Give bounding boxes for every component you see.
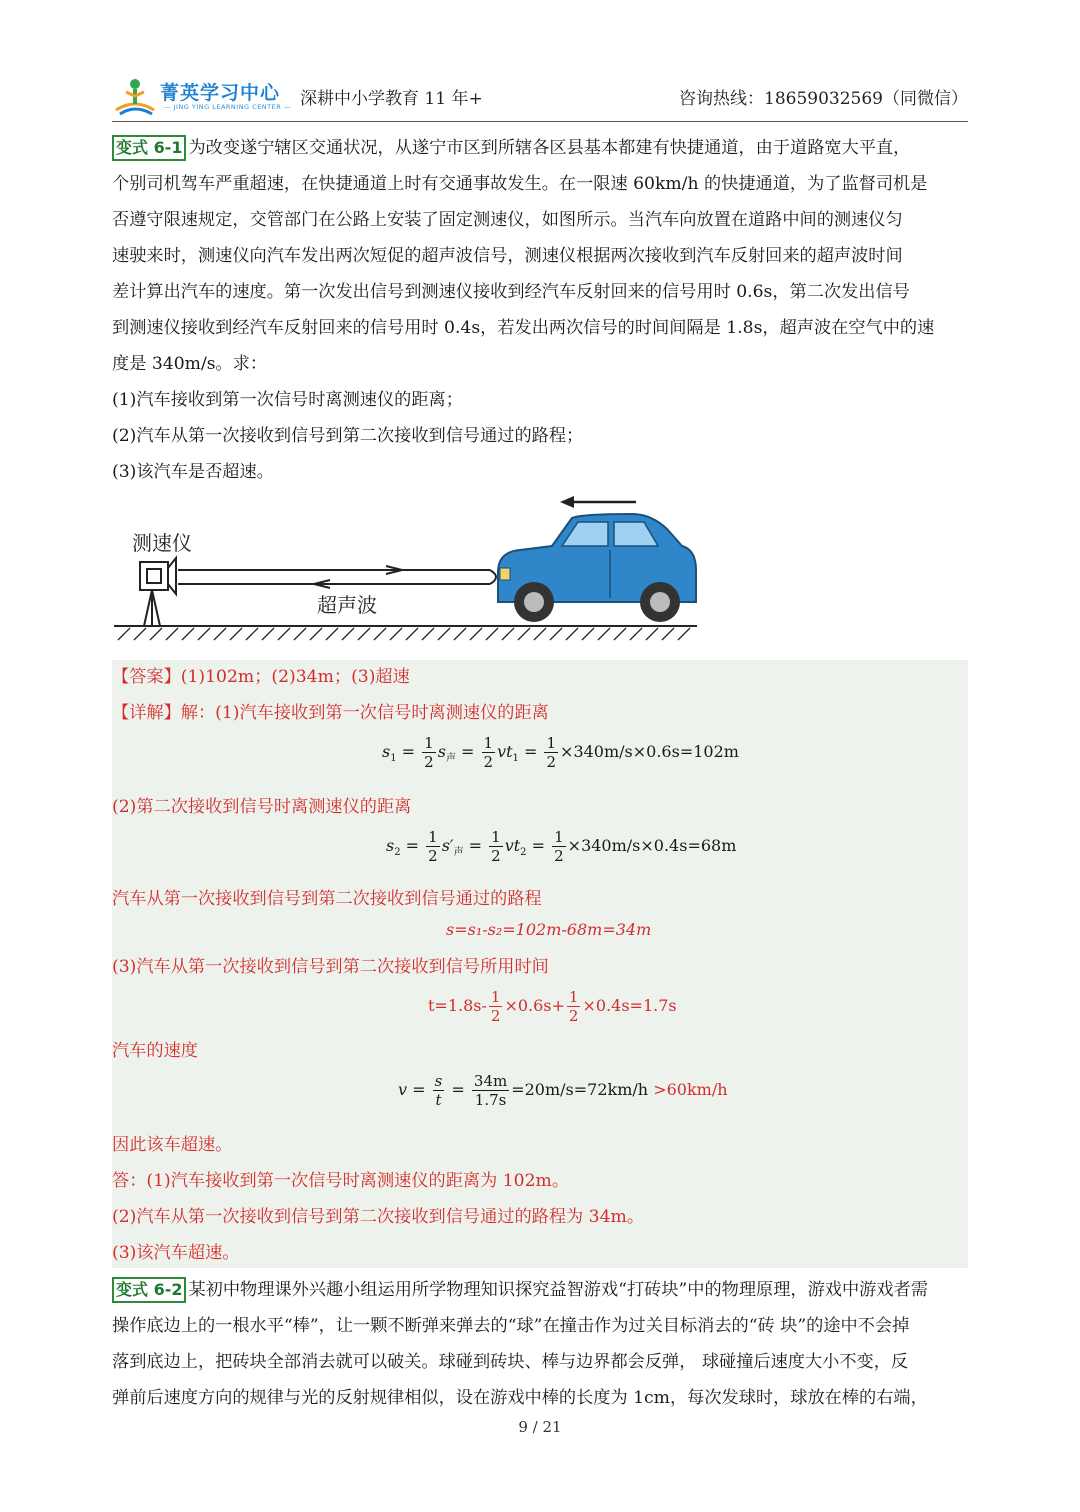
detail-line-8: (2)汽车从第一次接收到信号到第二次接收到信号通过的路程为 34m。: [112, 1207, 645, 1227]
wave-label: 超声波: [317, 593, 377, 617]
problem2-text: 某初中物理课外兴趣小组运用所学物理知识探究益智游戏“打砖块”中的物理原理，游戏中游戏者需: [188, 1280, 928, 1300]
equation-4-b: ×0.6s+: [504, 996, 565, 1015]
detail-line-9: (3)该汽车超速。: [112, 1243, 240, 1263]
logo-subtitle: — JING YING LEARNING CENTER —: [164, 103, 291, 111]
problem2-first-line: [112, 1272, 968, 1308]
question-3: (3)该汽车是否超速。: [112, 462, 274, 482]
answer-line: 【答案】(1)102m；(2)34m；(3)超速: [112, 667, 410, 687]
problem-first-line: [112, 130, 968, 166]
problem-text: 为改变遂宁辖区交通状况，从遂宁市区到所辖各区县基本都建有快捷通道，由于道路宽大平直，: [188, 138, 911, 158]
equation-5-num: 34m: [473, 1072, 508, 1090]
equation-5-compare: >60km/h: [653, 1080, 728, 1099]
detail-line-4: (3)汽车从第一次接收到信号到第二次接收到信号所用时间: [112, 957, 549, 977]
logo: [112, 76, 292, 116]
speed-meter-figure: [112, 490, 702, 655]
equation-2: $s_2$ = $\frac{1}{2}$ $s'_声$ = $\frac{1}{2}$ $vt_2$ = $\frac{1}{2}$ ×340m/s×0.4s=68m: [386, 828, 737, 865]
equation-4-c: ×0.4s=1.7s: [582, 996, 677, 1015]
problem-line: 否遵守限速规定，交管部门在公路上安装了固定测速仪，如图所示。当汽车向放置在道路中间的测速仪匀: [112, 210, 903, 230]
equation-1-rest: ×340m/s×0.6s=102m: [560, 742, 739, 761]
detail-line-6: 因此该车超速。: [112, 1135, 233, 1155]
detail-line-3: 汽车从第一次接收到信号到第二次接收到信号通过的路程: [112, 889, 542, 909]
problem-line: 到测速仪接收到经汽车反射回来的信号用时 0.4s，若发出两次信号的时间间隔是 1.8s，超声波在空气中的速: [112, 318, 935, 338]
figure-illustration: [112, 490, 702, 655]
equation-5: v = $\frac{s}{t}$ = $\frac{34m}{1.7s}$ =20m/s=72km/h >60km/h: [398, 1072, 728, 1109]
slogan: 深耕中小学教育 11 年+: [300, 89, 483, 109]
problem-line: 速驶来时，测速仪向汽车发出两次短促的超声波信号，测速仪根据两次接收到汽车反射回来的超声波时间: [112, 246, 903, 266]
question-1: (1)汽车接收到第一次信号时离测速仪的距离；: [112, 390, 463, 410]
problem-6-1: [112, 130, 968, 490]
equation-4-a: t=1.8s-: [428, 996, 487, 1015]
meter-label: 测速仪: [132, 531, 192, 555]
equation-1: $s_1$ = $\frac{1}{2}$ $s_声$ = $\frac{1}{2}$ $vt_1$ = $\frac{1}{2}$ ×340m/s×0.6s=102m: [382, 734, 739, 771]
equation-4: t=1.8s- $\frac{1}{2}$ ×0.6s+ $\frac{1}{2}$ ×0.4s=1.7s: [428, 988, 677, 1025]
problem-line: 度是 340m/s。求：: [112, 354, 268, 374]
page-number: 9 / 21: [518, 1418, 562, 1436]
problem-line: 个别司机驾车严重超速，在快捷通道上时有交通事故发生。在一限速 60km/h 的快捷通道，为了监督司机是: [112, 174, 928, 194]
header-divider: [112, 121, 968, 122]
equation-5-den: 1.7s: [474, 1091, 507, 1109]
answer-section: [112, 660, 968, 1268]
detail-line-2: (2)第二次接收到信号时离测速仪的距离: [112, 797, 412, 817]
detail-line-5: 汽车的速度: [112, 1041, 198, 1061]
page-header: [112, 74, 968, 120]
hotline: 咨询热线：18659032569（同微信）: [679, 89, 968, 109]
problem2-tag: 变式 6-2: [112, 1277, 186, 1303]
question-2: (2)汽车从第一次接收到信号到第二次接收到信号通过的路程；: [112, 426, 584, 446]
problem-line: 差计算出汽车的速度。第一次发出信号到测速仪接收到经汽车反射回来的信号用时 0.6s，第二次发出信号: [112, 282, 910, 302]
problem2-line: 落到底边上，把砖块全部消去就可以破关。球碰到砖块、棒与边界都会反弹， 球碰撞后速度大小不变，反: [112, 1352, 909, 1372]
equation-3: s=s₁-s₂=102m-68m=34m: [446, 920, 652, 939]
equation-2-rest: ×340m/s×0.4s=68m: [567, 836, 737, 855]
problem2-line: 操作底边上的一根水平“棒”，让一颗不断弹来弹去的“球”在撞击作为过关目标消去的“砖 块”的途中不会掉: [112, 1316, 910, 1336]
detail-line: 【详解】解：(1)汽车接收到第一次信号时离测速仪的距离: [112, 703, 549, 723]
logo-icon: [112, 76, 158, 116]
logo-name: 菁英学习中心: [160, 82, 281, 104]
problem2-line: 弹前后速度方向的规律与光的反射规律相似，设在游戏中棒的长度为 1cm，每次发球时，球放在棒的右端，: [112, 1388, 928, 1408]
equation-5-rest: =20m/s=72km/h: [511, 1080, 649, 1099]
problem-6-2: [112, 1272, 968, 1416]
problem-tag: 变式 6-1: [112, 135, 186, 161]
detail-line-7: 答：(1)汽车接收到第一次信号时离测速仪的距离为 102m。: [112, 1171, 570, 1191]
